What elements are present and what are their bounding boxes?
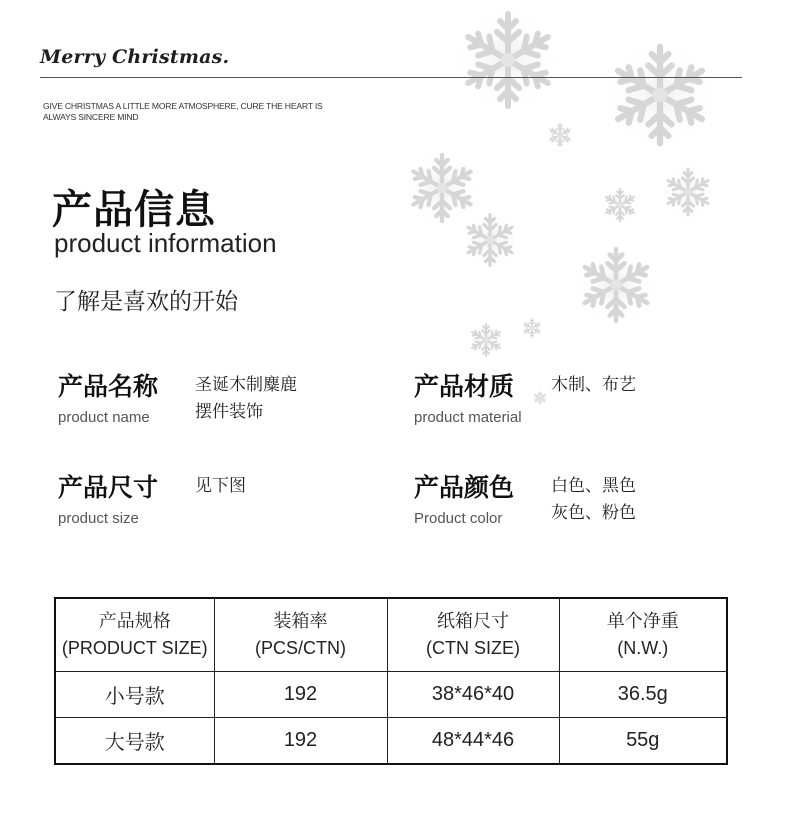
snowflake-icon xyxy=(601,186,639,224)
snowflake-icon xyxy=(467,321,505,359)
section-title-en: product information xyxy=(54,228,277,258)
header-divider xyxy=(40,77,742,78)
info-product-material xyxy=(414,367,636,426)
header-en: (N.W.) xyxy=(617,638,669,658)
table-row xyxy=(55,672,727,718)
snowflake-icon xyxy=(661,165,715,219)
header-en: (PRODUCT SIZE) xyxy=(61,638,208,658)
table-header-cell xyxy=(559,598,727,672)
table-cell: 小号款 xyxy=(55,672,214,718)
table-cell: 55g xyxy=(559,718,727,765)
brand-title: Merry Christmas. xyxy=(40,46,230,68)
product-size-label: 产品尺寸 xyxy=(58,474,159,502)
snowflake-icon xyxy=(521,317,543,339)
info-product-size xyxy=(58,468,246,527)
table-cell: 192 xyxy=(214,718,387,765)
snowflake-icon xyxy=(460,210,519,269)
header-cn: 纸箱尺寸 xyxy=(437,611,509,631)
table-header-row xyxy=(55,598,727,672)
table-cell: 38*46*40 xyxy=(387,672,559,718)
header-en: (PCS/CTN) xyxy=(255,638,346,658)
slogan: 了解是喜欢的开始 xyxy=(54,288,238,314)
info-product-name xyxy=(58,367,297,426)
table-cell: 192 xyxy=(214,672,387,718)
table-cell: 大号款 xyxy=(55,718,214,765)
product-name-label-en: product name xyxy=(58,409,150,426)
product-material-value-line: 木制、布艺 xyxy=(551,375,636,394)
product-color-label: 产品颜色 xyxy=(414,474,515,502)
info-product-color xyxy=(414,468,636,527)
table-header-cell xyxy=(214,598,387,672)
product-material-value xyxy=(551,371,636,398)
snowflake-icon xyxy=(547,122,574,149)
snowflake-icon xyxy=(532,390,547,405)
product-name-value-line: 圣诞木制麋鹿 xyxy=(195,375,297,394)
snowflake-icon xyxy=(574,243,658,327)
table-header-cell xyxy=(55,598,214,672)
snowflake-icon xyxy=(603,38,716,151)
product-name-value xyxy=(195,371,297,425)
product-material-label-en: product material xyxy=(414,409,522,426)
table-row xyxy=(55,718,727,765)
header-cn: 产品规格 xyxy=(98,611,171,631)
table-header-cell xyxy=(387,598,559,672)
product-name-value-line: 摆件装饰 xyxy=(195,402,263,421)
product-color-label-en: Product color xyxy=(414,510,503,527)
table-cell: 48*44*46 xyxy=(387,718,559,765)
product-size-label-en: product size xyxy=(58,510,139,527)
header-cn: 单个净重 xyxy=(606,611,679,631)
product-name-label: 产品名称 xyxy=(58,373,159,401)
tagline: GIVE CHRISTMAS A LITTLE MORE ATMOSPHERE, CURE THE HEART IS ALWAYS SINCERE MIND xyxy=(43,101,323,122)
snowflake-icon xyxy=(403,149,481,227)
product-material-label: 产品材质 xyxy=(414,373,515,401)
product-color-value-line: 白色、黑色 xyxy=(551,476,636,495)
section-title-cn: 产品信息 xyxy=(52,186,216,233)
product-size-value xyxy=(195,472,246,499)
product-color-value-line: 灰色、粉色 xyxy=(551,503,636,522)
spec-table xyxy=(54,597,728,765)
header-cn: 装箱率 xyxy=(273,611,328,631)
product-color-value xyxy=(551,472,636,526)
table-cell: 36.5g xyxy=(559,672,727,718)
product-size-value-line: 见下图 xyxy=(195,476,246,495)
snowflake-icon xyxy=(454,6,562,114)
header-en: (CTN SIZE) xyxy=(426,638,520,658)
